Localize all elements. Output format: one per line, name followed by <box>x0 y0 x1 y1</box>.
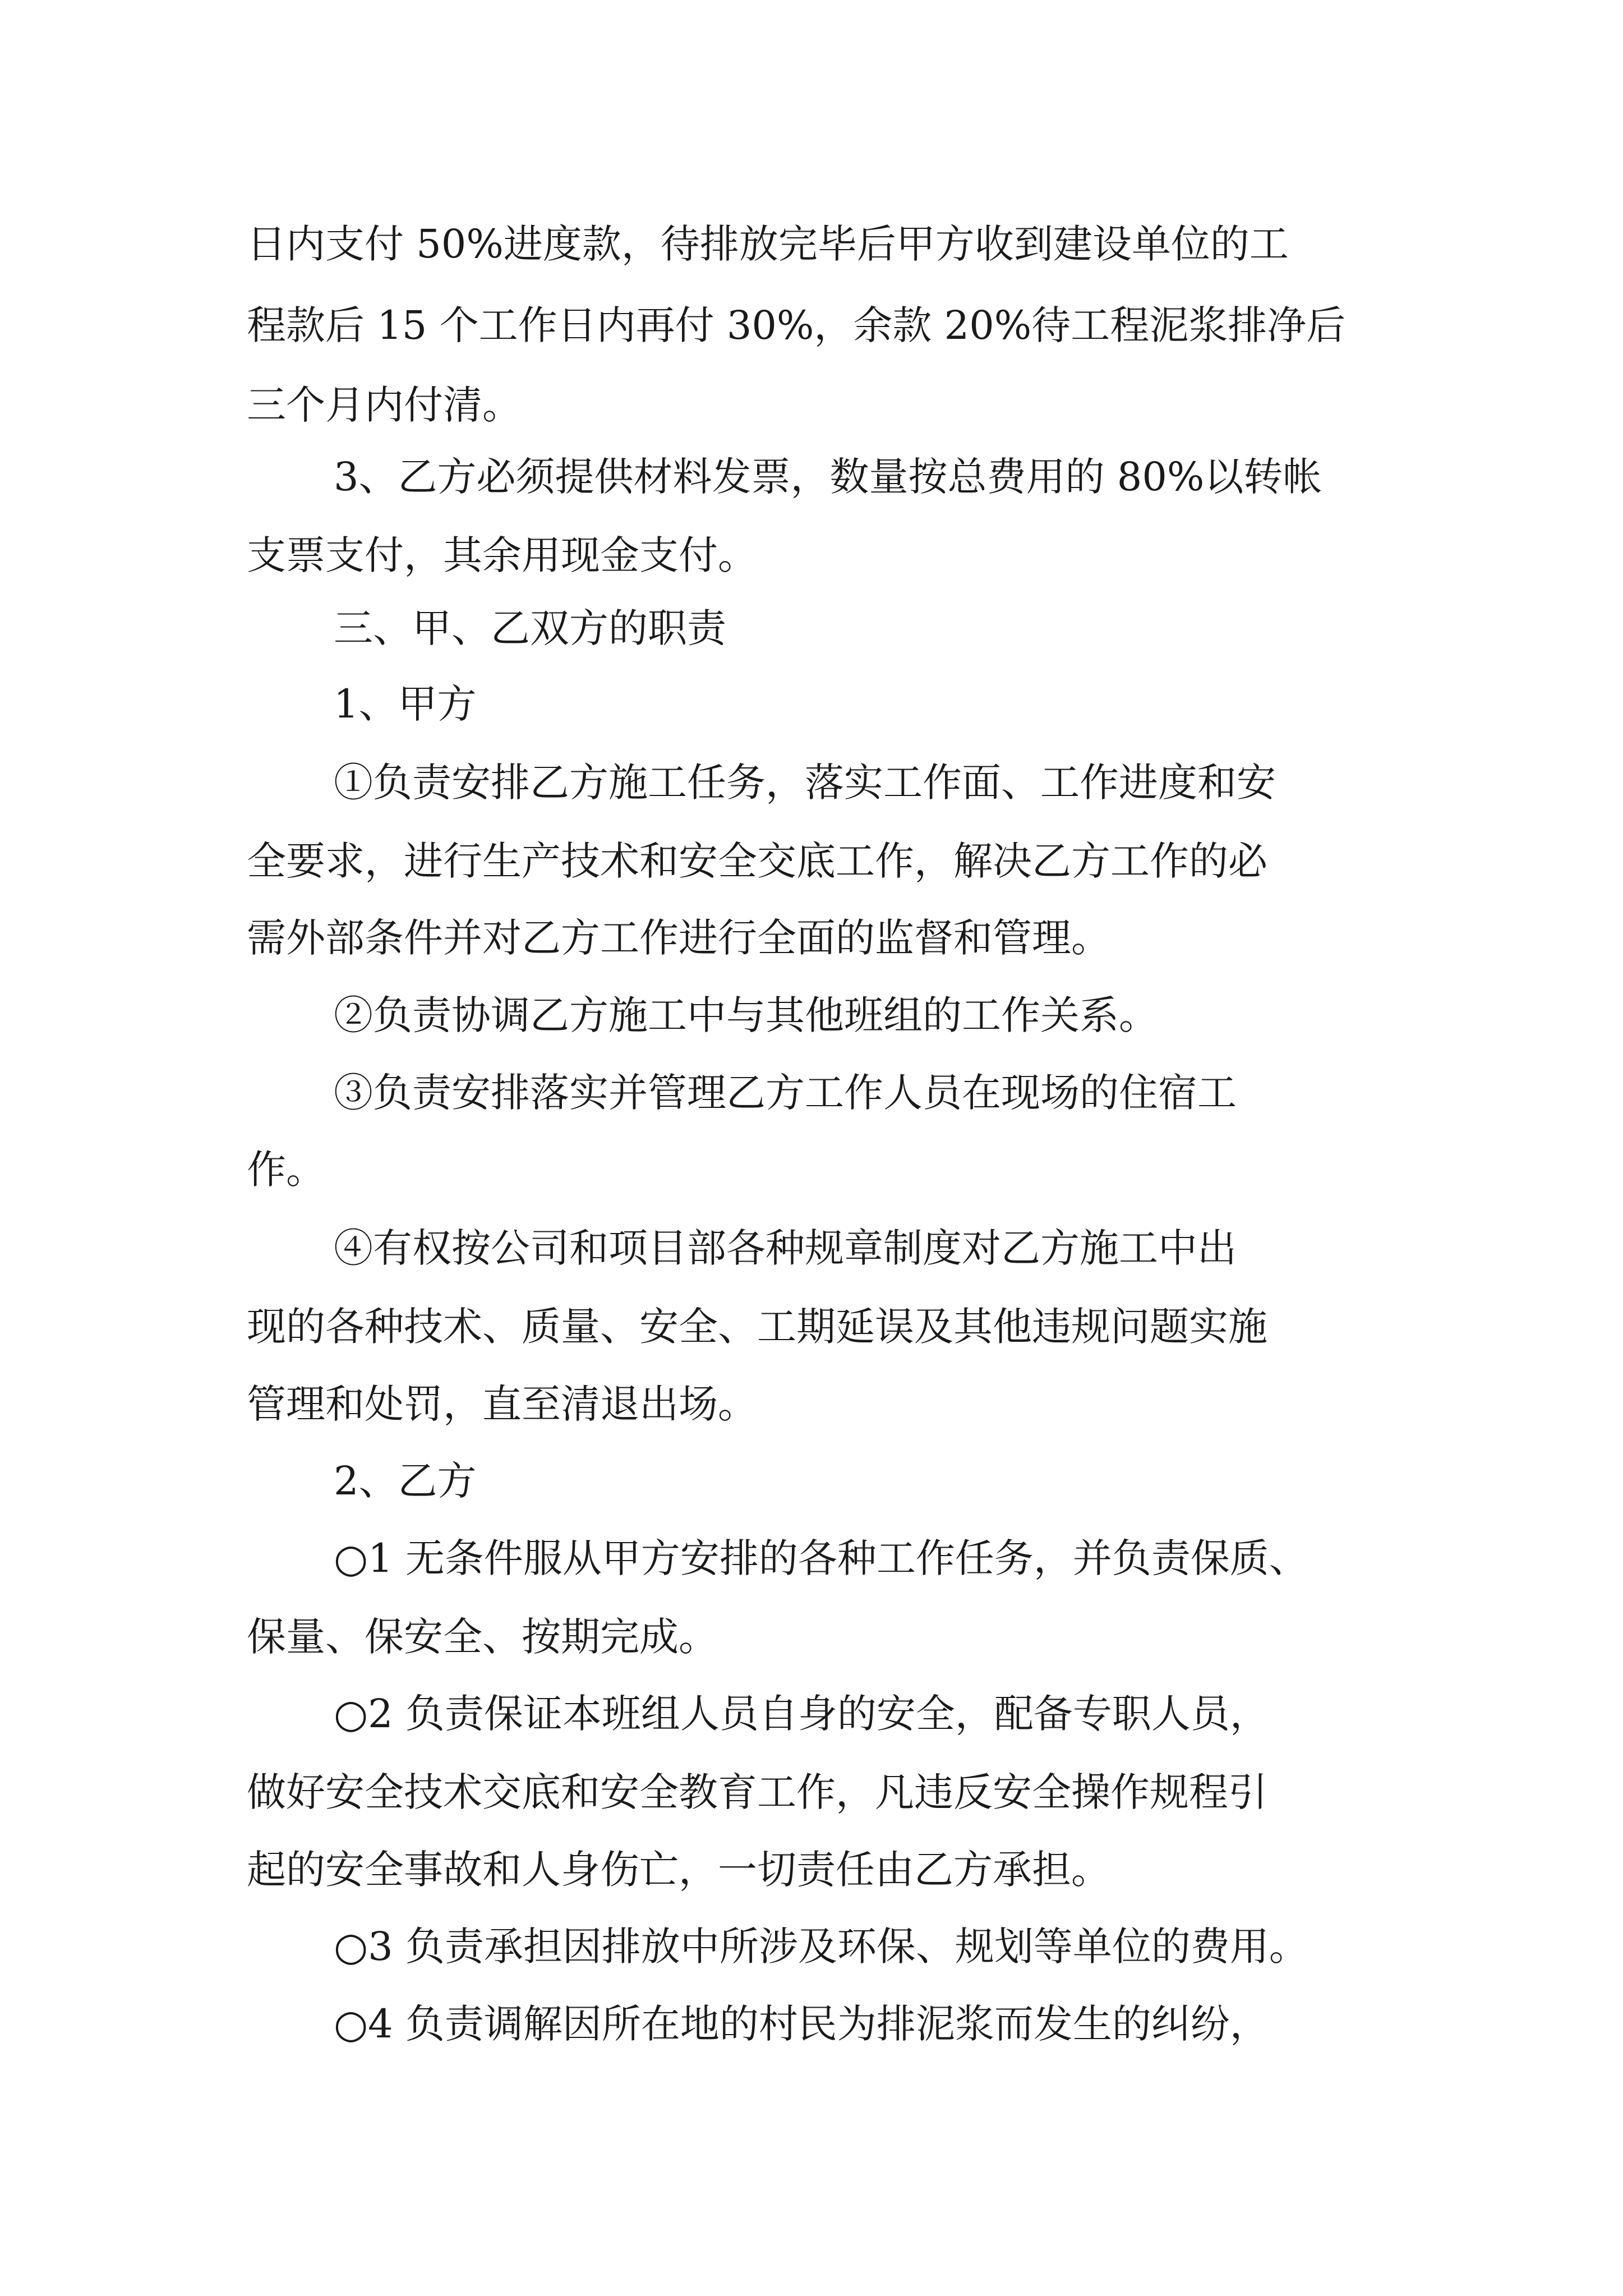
text-line: 全要求，进行生产技术和安全交底工作，解决乙方工作的必 <box>247 838 1267 884</box>
text-line: 管理和处罚，直至清退出场。 <box>247 1381 757 1427</box>
text-line: 起的安全事故和人身伤亡，一切责任由乙方承担。 <box>247 1847 1110 1893</box>
subsection-heading: 1、甲方 <box>334 681 477 727</box>
text-line: 支票支付，其余用现金支付。 <box>247 532 757 578</box>
text-line: 3、乙方必须提供材料发票，数量按总费用的 80%以转帐 <box>334 454 1322 500</box>
text-line: 作。 <box>247 1147 325 1193</box>
text-line: 三个月内付清。 <box>247 382 522 428</box>
text-line: ②负责协调乙方施工中与其他班组的工作关系。 <box>334 992 1158 1038</box>
text-line: ○3 负责承担因排放中所涉及环保、规划等单位的费用。 <box>334 1924 1308 1970</box>
text-line: ④有权按公司和项目部各种规章制度对乙方施工中出 <box>334 1225 1237 1271</box>
subsection-heading: 2、乙方 <box>334 1458 477 1504</box>
section-heading: 三、甲、乙双方的职责 <box>334 605 726 651</box>
text-line: 做好安全技术交底和安全教育工作，凡违反安全操作规程引 <box>247 1769 1267 1815</box>
text-line: ○1 无条件服从甲方安排的各种工作任务，并负责保质、 <box>334 1535 1308 1581</box>
text-line: ①负责安排乙方施工任务，落实工作面、工作进度和安 <box>334 760 1276 806</box>
text-line: ③负责安排落实并管理乙方工作人员在现场的住宿工 <box>334 1070 1237 1116</box>
text-line: 日内支付 50%进度款，待排放完毕后甲方收到建设单位的工 <box>247 221 1289 267</box>
text-line: ○2 负责保证本班组人员自身的安全，配备专职人员， <box>334 1691 1269 1737</box>
text-line: 需外部条件并对乙方工作进行全面的监督和管理。 <box>247 915 1110 961</box>
text-line: ○4 负责调解因所在地的村民为排泥浆而发生的纠纷， <box>334 2001 1269 2047</box>
text-line: 现的各种技术、质量、安全、工期延误及其他违规问题实施 <box>247 1304 1267 1350</box>
text-line: 程款后 15 个工作日内再付 30%，余款 20%待工程泥浆排净后 <box>247 302 1346 348</box>
text-line: 保量、保安全、按期完成。 <box>247 1614 718 1660</box>
